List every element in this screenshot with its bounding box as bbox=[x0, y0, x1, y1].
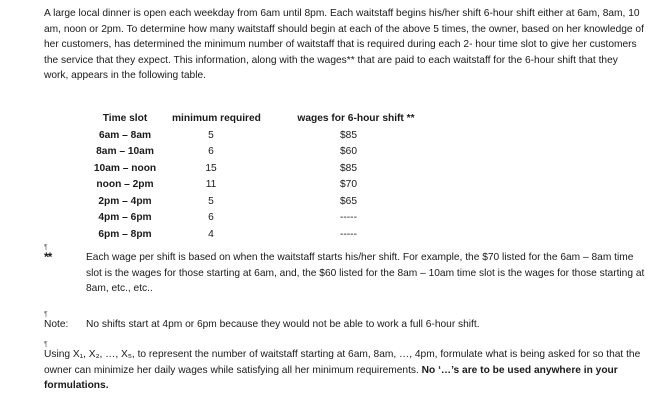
cell-wage: $70 bbox=[340, 179, 357, 190]
cell-wage: $85 bbox=[340, 162, 357, 174]
note-label: Note: bbox=[44, 319, 69, 330]
cell-time-slot: 8am – 10am bbox=[96, 146, 154, 157]
cell-time-slot: 2pm – 4pm bbox=[98, 195, 152, 207]
paragraph-mark-icon: ¶ bbox=[44, 311, 48, 318]
note-text: No shifts start at 4pm or 6pm because they would not be able to work a full 6-hour shift. bbox=[86, 319, 480, 330]
cell-wage: $85 bbox=[340, 129, 357, 141]
header-minimum-required: minimum required bbox=[172, 113, 261, 124]
cell-wage: ----- bbox=[340, 212, 357, 223]
cell-minimum: 15 bbox=[205, 162, 217, 174]
table-row bbox=[60, 177, 480, 194]
header-time-slot: Time slot bbox=[102, 113, 148, 124]
instruction-bold-text: No ‘…’s are to be used anywhere in your formulations. bbox=[44, 364, 618, 391]
cell-time-slot: 6am – 8am bbox=[98, 129, 152, 141]
cell-time-slot: 10am – noon bbox=[93, 162, 157, 174]
cell-minimum: 4 bbox=[208, 228, 214, 240]
table-row bbox=[60, 144, 480, 161]
table-row bbox=[60, 210, 480, 227]
table-header-row bbox=[60, 111, 480, 128]
cell-minimum: 6 bbox=[208, 146, 214, 157]
shift-table bbox=[60, 111, 480, 243]
intro-paragraph: A large local dinner is open each weekday from 6am until 8pm. Each waitstaff begins his/her shift 6-hour shift either at 6am, 8am, 10 am, noon or 2pm. To determine how many waitstaff should begin at each of the above 5 times, the owner, based on her knowledge of her customers, has determined the minimum number of waitstaff that is required during each 2- hour time slot to give her customers the service that they expect. This information, along with the wages** that are paid to each waitstaff for the 6-hour shift that they work, appears in the following table. bbox=[44, 8, 644, 81]
table-row bbox=[60, 194, 480, 211]
cell-minimum: 11 bbox=[205, 179, 217, 190]
table-row bbox=[60, 227, 480, 244]
footnote-text: Each wage per shift is based on when the waitstaff starts his/her shift. For example, the $70 listed for the 6am – 8am time slot is the wages for those starting at 6am, and, the $60 listed for the 8am – 10am time slot is the wages for those starting at 8am, etc., etc.. bbox=[86, 252, 645, 294]
cell-time-slot: 6pm – 8pm bbox=[98, 228, 152, 240]
instruction-paragraph bbox=[44, 347, 644, 394]
cell-minimum: 6 bbox=[208, 212, 214, 223]
table-row bbox=[60, 128, 480, 145]
paragraph-mark-icon: ¶ bbox=[44, 341, 48, 348]
cell-wage: ----- bbox=[340, 228, 357, 240]
cell-wage: $65 bbox=[340, 195, 357, 207]
header-wages: wages for 6-hour shift ** bbox=[297, 113, 415, 124]
table-row bbox=[60, 161, 480, 178]
cell-wage: $60 bbox=[340, 146, 357, 157]
cell-minimum: 5 bbox=[208, 129, 214, 141]
cell-minimum: 5 bbox=[208, 195, 214, 207]
instruction-text: Using X₁, X₂, …, X₅, to represent the number of waitstaff starting at 6am, 8am, …, 4pm, formulate what is being asked for so that the owner can minimize her daily wages while satisfying all her minimum requirements. bbox=[44, 349, 641, 376]
footnote-mark: ** bbox=[44, 250, 52, 264]
cell-time-slot: 4pm – 6pm bbox=[98, 212, 152, 223]
cell-time-slot: noon – 2pm bbox=[96, 179, 154, 190]
paragraph-mark-icon: ¶ bbox=[44, 244, 48, 251]
